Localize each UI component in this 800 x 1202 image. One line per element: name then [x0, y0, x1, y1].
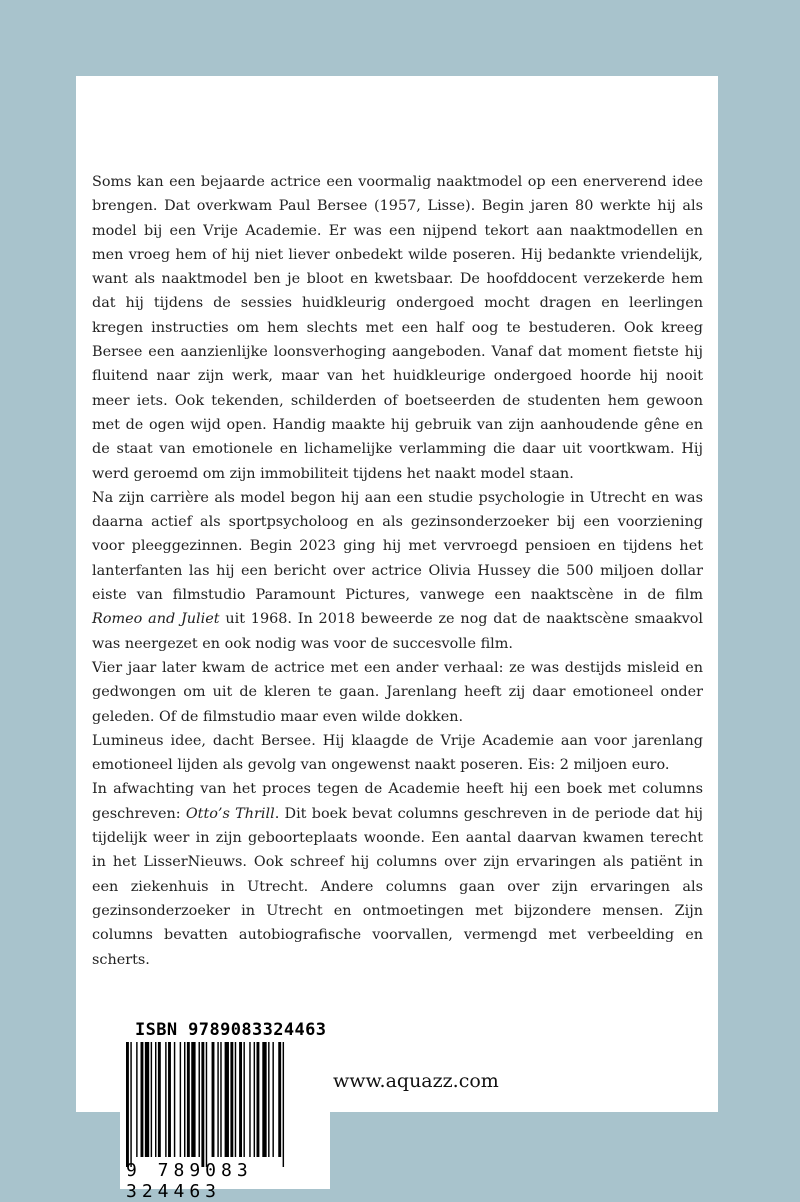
barcode-bar [283, 1042, 284, 1167]
barcode-bar [243, 1042, 244, 1157]
isbn-label: ISBN 9789083324463 [135, 1020, 327, 1040]
barcode-bar [257, 1042, 260, 1157]
book-title: Otto’s Thrill [185, 805, 275, 822]
barcode-bar [249, 1042, 250, 1157]
barcode-bar [174, 1042, 175, 1157]
film-title: Romeo and Juliet [92, 611, 220, 628]
barcode-bar [165, 1042, 166, 1157]
barcode-bar [191, 1042, 195, 1157]
barcode-bar [212, 1042, 215, 1157]
barcode-bar [180, 1042, 181, 1157]
barcode-bar [206, 1042, 207, 1167]
barcode-bar [136, 1042, 137, 1157]
barcode-bar [158, 1042, 161, 1157]
barcode-bar [141, 1042, 144, 1157]
barcode-bar [220, 1042, 221, 1157]
barcode-bar [225, 1042, 229, 1157]
barcode-bar [239, 1042, 242, 1157]
blurb-paragraph-1: Soms kan een bejaarde actrice een voormalig naaktmodel op een enerverend idee brengen. Dat overkwam Paul Bersee (1957, Lisse). Begin jaren 80 werkte hij als model bij een Vrije Academie. Er was een nijpend tekort aan naaktmodellen en men vroeg hem of hij niet liever onbedekt wilde poseren. Hij bedankte vriendelijk, want als naaktmodel ben je bloot en kwetsbaar. De hoofddocent verzekerde hem dat hij tijdens de sessies huidkleurig ondergoed mocht dragen en leerlingen kregen instructies om hem slechts met een half oog te bestuderen. Ook kreeg Bersee een aanzienlijke loonsverhoging aangeboden. Vanaf dat moment fietste hij fluitend naar zijn werk, maar van het huidkleurige ondergoed hoorde hij nooit meer iets. Ook tekenden, schilderden of boetseerden de studenten hem gewoon met de ogen wijd open. Handig maakte hij gebruik van zijn aanhoudende gêne en de staat van emotionele en lichamelijke verlamming die daar uit voortkwam. Hij werd geroemd om zijn immobiliteit tijdens het naakt model staan. [92, 174, 703, 482]
barcode-bar [199, 1042, 200, 1157]
barcode-bar [155, 1042, 156, 1157]
blurb-paragraph-5: In afwachting van het proces tegen de Academie heeft hij een boek met columns geschreven: Otto’s Thrill. Dit boek bevat columns geschreven in de periode dat hij tijdelijk weer in zijn geboorteplaats woonde. Een aantal daarvan kwamen terecht in het LisserNieuws. Ook schreef hij columns over zijn ervaringen als patiënt in een ziekenhuis in Utrecht. Andere columns gaan over zijn ervaringen als gezinsonderzoeker in Utrecht en ontmoetingen met bijzondere mensen. Zijn columns bevatten autobiografische voorvallen, vermengd met verbeelding en scherts. [92, 781, 703, 968]
barcode-bar [272, 1042, 273, 1157]
barcode-bar [184, 1042, 185, 1157]
barcode-bar [201, 1042, 204, 1167]
blurb-text [92, 170, 703, 972]
barcode-bar [217, 1042, 218, 1157]
barcode-bar [145, 1042, 149, 1157]
barcode-bar [168, 1042, 171, 1157]
barcode-bar [254, 1042, 255, 1157]
barcode-bar [230, 1042, 233, 1157]
publisher-website: www.aquazz.com [333, 1070, 499, 1092]
barcode-bar [130, 1042, 131, 1167]
blurb-paragraph-3: Vier jaar later kwam de actrice met een ander verhaal: ze was destijds misleid en gedwongen om uit de kleren te gaan. Jarenlang heeft zij daar emotioneel onder geleden. Of de filmstudio maar even wilde dokken. [92, 659, 703, 725]
barcode-bar [151, 1042, 152, 1157]
blurb-paragraph-4: Lumineus idee, dacht Bersee. Hij klaagde de Vrije Academie aan voor jarenlang emotioneel lijden als gevolg van ongewenst naakt poseren. Eis: 2 miljoen euro. [92, 732, 703, 774]
barcode-bar [262, 1042, 266, 1157]
barcode-bars [122, 1042, 322, 1167]
barcode-bar [278, 1042, 281, 1157]
barcode-bar [126, 1042, 129, 1167]
barcode-bar [235, 1042, 236, 1157]
isbn-barcode [120, 1020, 330, 1202]
barcode-bar [187, 1042, 190, 1157]
isbn-digits: 9 789083 324463 [126, 1160, 253, 1202]
barcode-bar [268, 1042, 269, 1157]
blurb-paragraph-2: Na zijn carrière als model begon hij aan een studie psychologie in Utrecht en was daarna actief als sportpsycholoog en als gezinsonderzoeker bij een voorziening voor pleeggezinnen. Begin 2023 ging hij met vervroegd pensioen en tijdens het lanterfanten las hij een bericht over actrice Olivia Hussey die 500 miljoen dollar eiste van filmstudio Paramount Pictures, vanwege een naaktscène in de film Romeo and Juliet uit 1968. In 2018 beweerde ze nog dat de naaktscène smaakvol was neergezet en ook nodig was voor de succesvolle film. [92, 489, 703, 652]
